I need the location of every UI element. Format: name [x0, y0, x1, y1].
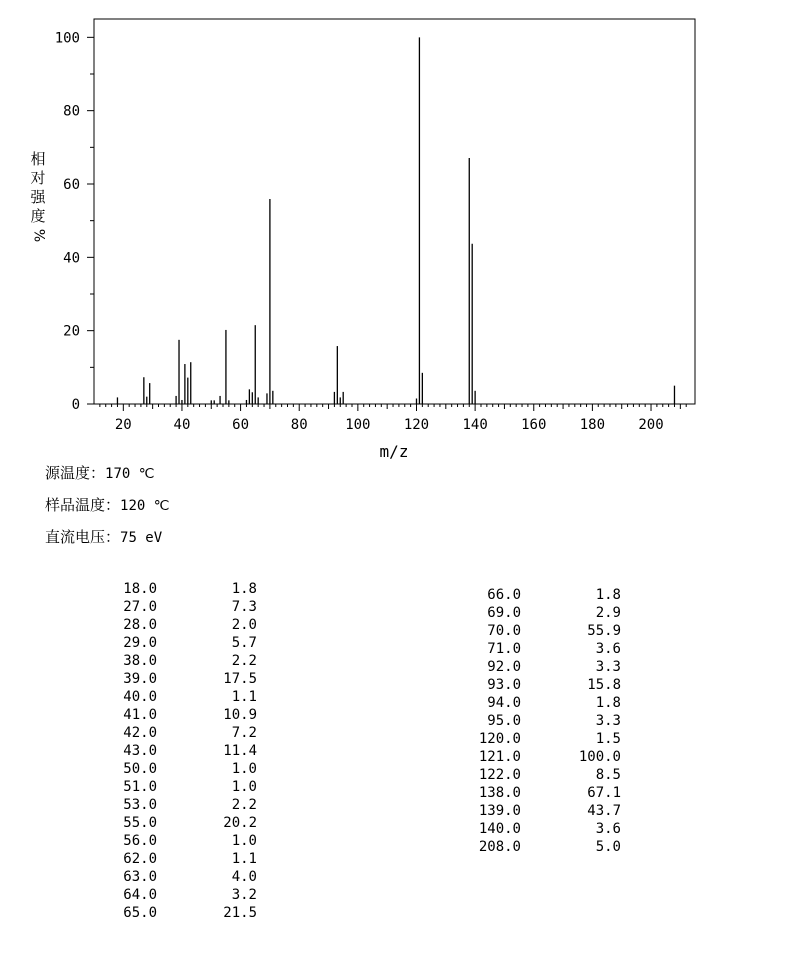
y-axis-label: [27, 150, 49, 245]
y-axis-label-char: 强: [30, 188, 46, 206]
peak-mz: 53.0: [123, 797, 157, 813]
peak-table-row: [99, 796, 257, 814]
peak-mz: 138.0: [478, 785, 521, 801]
x-tick-label: 100: [345, 417, 371, 433]
peak-abundance: 2.0: [231, 617, 257, 633]
y-axis-ticks: [55, 30, 94, 413]
peak-abundance: 7.3: [231, 599, 257, 615]
y-axis-label-char: 对: [30, 169, 46, 187]
x-axis-ticks: [100, 404, 686, 433]
peak-table-row: [99, 832, 257, 850]
peak-table-row: [463, 586, 621, 604]
peak-abundance: 3.6: [595, 641, 621, 657]
mass-spectrum-chart: [0, 0, 794, 464]
peak-table-row: [463, 658, 621, 676]
peak-mz: 40.0: [123, 689, 157, 705]
peak-abundance: 1.0: [231, 833, 257, 849]
y-axis-label-char: 相: [30, 150, 46, 168]
peak-abundance: 3.2: [231, 887, 257, 903]
peak-abundance: 1.8: [595, 695, 621, 711]
x-tick-label: 60: [232, 417, 250, 433]
condition-value: 170 ℃: [105, 466, 155, 482]
x-tick-label: 40: [173, 417, 191, 433]
peak-table-row: [99, 868, 257, 886]
peak-mz: 39.0: [123, 671, 157, 687]
peak-mz: 51.0: [123, 779, 157, 795]
peak-table-row: [99, 850, 257, 868]
peak-mz: 43.0: [123, 743, 157, 759]
condition-label: 样品温度：: [45, 496, 121, 514]
x-tick-label: 180: [579, 417, 606, 433]
peak-table-row: [99, 616, 257, 634]
peak-table-row: [99, 688, 257, 706]
y-tick-label: 100: [54, 30, 80, 47]
peak-abundance: 4.0: [231, 869, 257, 885]
peak-abundance: 1.1: [231, 851, 257, 867]
peak-mz: 120.0: [478, 731, 521, 747]
peak-abundance: 15.8: [587, 677, 621, 693]
peak-mz: 139.0: [478, 803, 521, 819]
peak-abundance: 11.4: [223, 743, 257, 759]
peak-abundance: 17.5: [223, 671, 257, 687]
peak-abundance: 100.0: [578, 749, 621, 765]
peak-table-row: [463, 640, 621, 658]
peak-abundance: 1.8: [231, 581, 257, 597]
y-axis-unit: %: [30, 228, 47, 243]
condition-label: 源温度：: [45, 464, 106, 482]
peak-table-row: [463, 622, 621, 640]
y-axis-label-char: 度: [30, 207, 46, 225]
x-axis-label: m/z: [379, 442, 409, 461]
peak-mz: 64.0: [123, 887, 157, 903]
y-tick-label: 60: [63, 177, 80, 193]
peak-abundance: 1.8: [595, 587, 621, 603]
peak-table-row: [99, 778, 257, 796]
peak-mz: 69.0: [487, 605, 521, 621]
peak-abundance: 55.9: [587, 623, 621, 639]
peak-table-row: [99, 742, 257, 760]
condition-label: 直流电压：: [45, 528, 121, 546]
peak-table-row: [463, 766, 621, 784]
peak-abundance: 1.0: [231, 761, 257, 777]
peak-abundance: 8.5: [595, 767, 621, 783]
peak-abundance: 7.2: [231, 725, 257, 741]
peak-table-row: [463, 730, 621, 748]
peak-mz: 92.0: [487, 659, 521, 675]
peak-abundance: 5.7: [231, 635, 257, 651]
peak-table-row: [463, 784, 621, 802]
spectrum-peaks: [117, 37, 674, 404]
peak-mz: 50.0: [123, 761, 157, 777]
peak-table-row: [99, 886, 257, 904]
peak-abundance: 43.7: [587, 803, 621, 819]
peak-mz: 94.0: [487, 695, 521, 711]
peak-mz: 41.0: [123, 707, 157, 723]
x-tick-label: 140: [462, 417, 488, 433]
peak-mz: 65.0: [123, 905, 157, 921]
y-tick-label: 20: [63, 323, 80, 340]
peak-mz: 208.0: [478, 839, 521, 855]
condition-value: 75 eV: [120, 530, 163, 546]
dc-voltage: [45, 526, 162, 547]
peak-mz: 63.0: [123, 869, 157, 885]
peak-mz: 42.0: [123, 725, 157, 741]
peak-abundance: 1.0: [231, 779, 257, 795]
peak-table-row: [99, 724, 257, 742]
peak-mz: 56.0: [123, 833, 157, 849]
peak-abundance: 67.1: [587, 785, 621, 801]
peak-mz: 70.0: [487, 623, 521, 639]
peak-mz: 95.0: [487, 713, 521, 729]
peak-table-row: [99, 580, 257, 598]
x-tick-label: 20: [114, 417, 132, 433]
y-tick-label: 80: [63, 103, 80, 120]
plot-frame: [94, 19, 695, 404]
peak-table-row: [463, 748, 621, 766]
peak-abundance: 3.6: [595, 821, 621, 837]
x-tick-label: 160: [521, 417, 547, 433]
peak-abundance: 1.5: [595, 731, 621, 747]
peak-mz: 38.0: [123, 653, 157, 669]
peak-table-row: [99, 598, 257, 616]
peak-table-row: [463, 802, 621, 820]
peak-table-row: [99, 760, 257, 778]
peak-table-row: [463, 838, 621, 856]
peak-table-row: [463, 712, 621, 730]
x-tick-label: 80: [290, 417, 308, 433]
peak-mz: 28.0: [123, 617, 157, 633]
peak-mz: 62.0: [123, 851, 157, 867]
peak-mz: 71.0: [487, 641, 521, 657]
peak-mz: 66.0: [487, 587, 521, 603]
y-axis-label-text: [27, 150, 49, 226]
peak-mz: 27.0: [123, 599, 157, 615]
peak-abundance: 5.0: [595, 839, 621, 855]
peak-abundance: 2.2: [231, 797, 257, 813]
peak-mz: 121.0: [478, 749, 521, 765]
peak-table-row: [463, 694, 621, 712]
peak-abundance: 20.2: [223, 815, 257, 831]
x-tick-label: 200: [638, 417, 664, 433]
peak-mz: 93.0: [487, 677, 521, 693]
peak-abundance: 3.3: [595, 659, 621, 675]
peak-abundance: 2.9: [595, 605, 621, 621]
source-temperature: [45, 462, 154, 483]
peak-mz: 140.0: [478, 821, 521, 837]
peak-table-row: [99, 904, 257, 922]
peak-mz: 55.0: [123, 815, 157, 831]
peak-abundance: 1.1: [231, 689, 257, 705]
peak-abundance: 3.3: [595, 713, 621, 729]
peak-mz: 29.0: [123, 635, 157, 651]
peak-table-right: [463, 586, 621, 856]
peak-table-row: [99, 814, 257, 832]
peak-table-row: [463, 676, 621, 694]
sample-temperature: [45, 494, 169, 515]
y-tick-label: 0: [71, 397, 80, 413]
peak-table-row: [99, 670, 257, 688]
peak-table-row: [99, 706, 257, 724]
x-tick-label: 120: [403, 417, 430, 433]
peak-table-row: [463, 604, 621, 622]
peak-abundance: 21.5: [223, 905, 257, 921]
condition-value: 120 ℃: [120, 498, 170, 514]
peak-table-row: [99, 652, 257, 670]
peak-table-row: [463, 820, 621, 838]
peak-mz: 18.0: [123, 581, 157, 597]
peak-abundance: 10.9: [223, 707, 257, 723]
peak-table-row: [99, 634, 257, 652]
peak-table-left: [99, 580, 257, 922]
peak-mz: 122.0: [478, 767, 521, 783]
peak-abundance: 2.2: [231, 653, 257, 669]
y-tick-label: 40: [63, 250, 80, 267]
